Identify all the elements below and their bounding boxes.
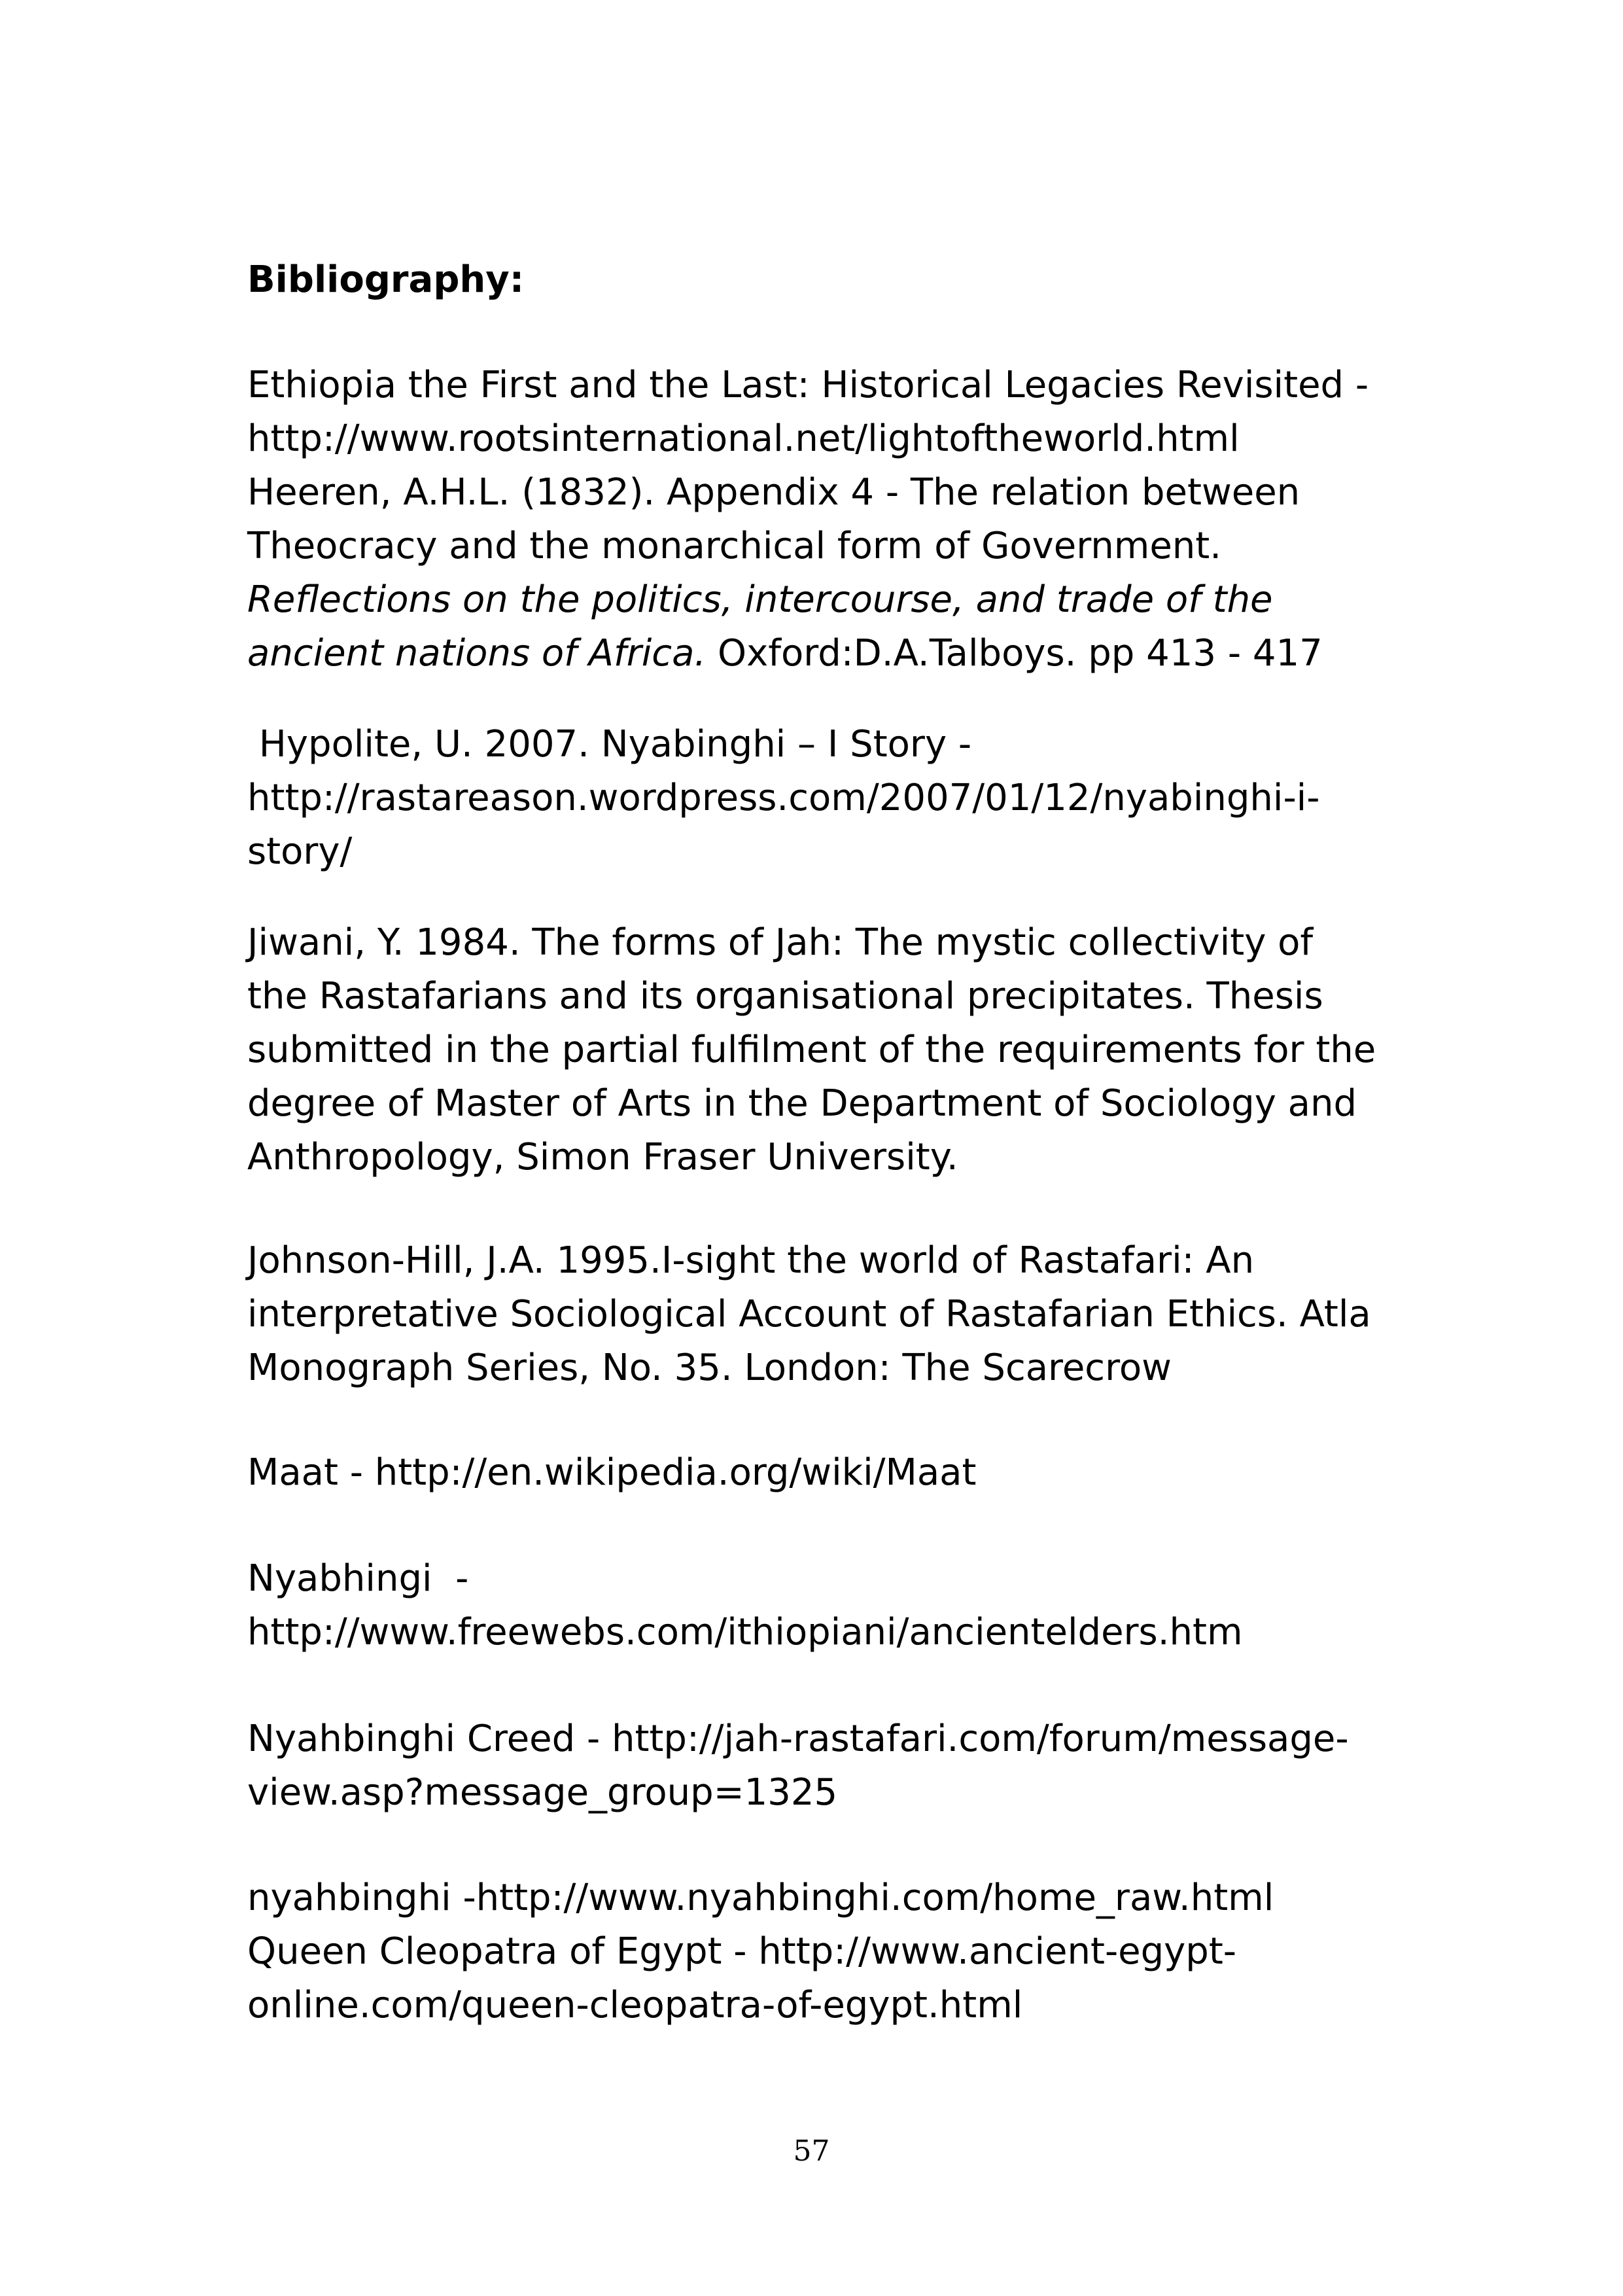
bibliography-entry-nyabhingi: [247, 1552, 1412, 1659]
entry-line: Theocracy and the monarchical form of Government.: [247, 525, 1222, 567]
entry-line: Jiwani, Y. 1984. The forms of Jah: The mystic collectivity of: [247, 921, 1314, 964]
entry-line: Heeren, A.H.L. (1832). Appendix 4 - The relation between: [247, 471, 1300, 514]
entry-line: degree of Master of Arts in the Department of Sociology and: [247, 1082, 1357, 1125]
entry-line: Ethiopia the First and the Last: Historical Legacies Revisited -: [247, 364, 1369, 406]
bibliography-entry-nyahbinghi-cleopatra: [247, 1871, 1412, 2032]
entry-line: Maat - http://en.wikipedia.org/wiki/Maat: [247, 1451, 977, 1494]
entry-url: view.asp?message_group=1325: [247, 1771, 838, 1814]
entry-url: http://rastareason.wordpress.com/2007/01/12/nyabinghi-i-: [247, 777, 1320, 819]
bibliography-entry-maat: [247, 1446, 1412, 1500]
entry-line: submitted in the partial fulfilment of the requirements for the: [247, 1029, 1376, 1071]
entry-line: Monograph Series, No. 35. London: The Scarecrow: [247, 1347, 1172, 1389]
entry-line: Nyahbinghi Creed - http://jah-rastafari.com/forum/message-: [247, 1718, 1349, 1760]
entry-line: Johnson-Hill, J.A. 1995.I-sight the world of Rastafari: An: [247, 1239, 1255, 1282]
entry-url: http://www.freewebs.com/ithiopiani/ancientelders.htm: [247, 1611, 1243, 1653]
entry-line: Hypolite, U. 2007. Nyabinghi – I Story -: [247, 723, 972, 766]
page-heading: Bibliography:: [247, 258, 525, 301]
entry-line: the Rastafarians and its organisational precipitates. Thesis: [247, 975, 1323, 1017]
bibliography-entry-jiwani: [247, 916, 1412, 1184]
entry-url: online.com/queen-cleopatra-of-egypt.html: [247, 1984, 1023, 2026]
bibliography-entry-ethiopia-heeren: [247, 359, 1412, 680]
entry-title-italic: Reflections on the politics, intercourse, and trade of the: [247, 578, 1273, 621]
entry-line: Anthropology, Simon Fraser University.: [247, 1136, 958, 1178]
entry-publisher: Oxford:D.A.Talboys. pp 413 - 417: [718, 632, 1323, 675]
entry-line: Nyabhingi -: [247, 1557, 469, 1600]
entry-title-italic: ancient nations of Africa.: [247, 632, 707, 675]
page-number: 57: [793, 2134, 830, 2168]
entry-line: nyahbinghi -http://www.nyahbinghi.com/home_raw.html: [247, 1877, 1274, 1919]
entry-url: story/: [247, 830, 353, 873]
entry-line: interpretative Sociological Account of Rastafarian Ethics. Atla: [247, 1293, 1371, 1335]
bibliography-entry-nyahbinghi-creed: [247, 1712, 1412, 1820]
entry-url: http://www.rootsinternational.net/lightoftheworld.html: [247, 417, 1240, 460]
bibliography-entry-johnson-hill: [247, 1234, 1412, 1395]
entry-line: Queen Cleopatra of Egypt - http://www.ancient-egypt-: [247, 1930, 1236, 1973]
bibliography-entry-hypolite: [247, 718, 1412, 879]
